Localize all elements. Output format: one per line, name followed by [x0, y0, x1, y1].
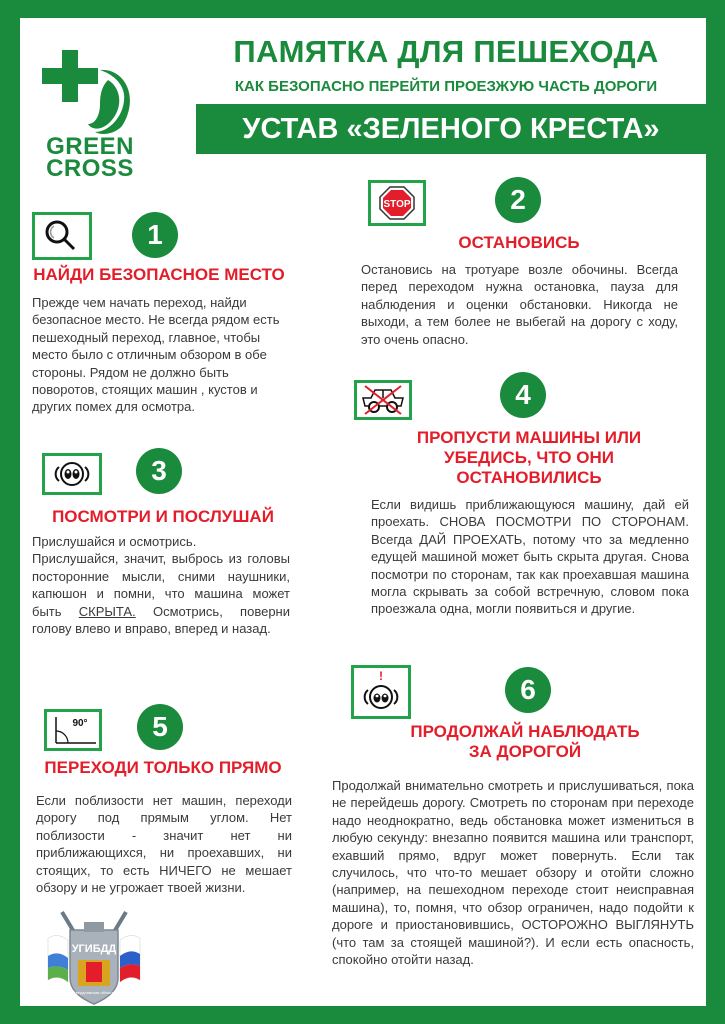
section-3-text-part2: Осмотрись, поверни голову влево и вправо, вперед и назад. — [32, 603, 290, 637]
page-subtitle: КАК БЕЗОПАСНО ПЕРЕЙТИ ПРОЕЗЖУЮ ЧАСТЬ ДОРОГИ — [234, 78, 658, 95]
section-6-heading-line1: ПРОДОЛЖАЙ НАБЛЮДАТЬ — [410, 722, 640, 741]
section-2-icon-box — [368, 180, 426, 226]
step-number-3: 3 — [136, 448, 182, 494]
right-angle-icon — [48, 713, 98, 747]
stop-sign-icon — [378, 185, 416, 221]
section-5-icon-box — [44, 709, 102, 751]
section-4-text: Если видишь приближающуюся машину, дай ей проехать. СНОВА ПОСМОТРИ ПО СТОРОНАМ. Всегда ДАЙ ПРОЕХАТЬ, потому что за медленно едущей машиной может быть скрыта другая. Снова посмотри по сторонам, так как проехавшая машина могла скрывать за собой встречную, словом пока проезжала одна, могли появиться и другие. — [371, 497, 689, 617]
section-4-heading-line2: УБЕДИСЬ, ЧТО ОНИ — [444, 448, 614, 467]
section-1-text: Прежде чем начать переход, найди безопасное место. Не всегда рядом есть пешеходный переход, главное, чтобы место было с отличным обзором в обе стороны. Рядом не должно быть поворотов, стоящих машин , кустов и других помех для осмотра. — [32, 295, 280, 415]
section-6-heading-line2: ЗА ДОРОГОЙ — [468, 742, 582, 761]
alert-face-icon — [357, 669, 405, 715]
section-3-icon-box — [42, 453, 102, 495]
section-1-heading: НАЙДИ БЕЗОПАСНОЕ МЕСТО — [33, 265, 285, 284]
section-4-heading-line3: ОСТАНОВИЛИСЬ — [456, 468, 602, 487]
section-6-text: Продолжай внимательно смотреть и прислушиваться, пока не перейдешь дорогу. Смотреть по сторонам при переходе надо неоднократно, ведь обстановка может измениться в любую секунду: внезапно появится машина или транспорт, ехавший прямо, вдруг может повернуть. Если так случилось, что что-то мешает обзору и отойти сложно (например, на пешеходном переходе стоит неисправная машина), то, помня, что обзор ограничен, надо подойти к дороге и приостановившись, ОСТОРОЖНО ВЫГЛЯНУТЬ (что там за стоящей машиной?). И если есть опасность, спокойно отойти назад. — [332, 778, 694, 968]
section-5-heading: ПЕРЕХОДИ ТОЛЬКО ПРЯМО — [44, 758, 282, 777]
section-3-heading: ПОСМОТРИ И ПОСЛУШАЙ — [52, 507, 274, 526]
section-4-icon-box — [354, 380, 412, 420]
logo-text-line2: CROSS — [46, 155, 134, 182]
crossed-car-icon — [359, 384, 407, 416]
section-1-icon-box — [32, 212, 92, 260]
section-4-heading-line1: ПРОПУСТИ МАШИНЫ ИЛИ — [416, 428, 642, 447]
step-number-5: 5 — [137, 704, 183, 750]
section-2-heading: ОСТАНОВИСЬ — [458, 233, 580, 252]
section-3-text-underlined: СКРЫТА. — [78, 603, 136, 619]
section-6-icon-box — [351, 665, 411, 719]
section-3-text — [32, 533, 290, 637]
green-cross-logo-icon — [40, 48, 140, 138]
section-2-text: Остановись на тротуаре возле обочины. Всегда перед переходом нужна остановка, пауза для наблюдения и оценки обстановки. Никогда не выходи, а тем более не выбегай на дорогу с ходу, это очень опасно. — [361, 262, 678, 347]
section-5-text: Если поблизости нет машин, переходи дорогу под прямым углом. Нет поблизости - значит нет ни приближающихся, ни проехавших, ни стоящих, то есть НИЧЕГО не мешает обзору и не угрожает твоей жизни. — [36, 793, 292, 896]
emblem-title: УГИБДД — [71, 943, 117, 955]
step-number-2: 2 — [495, 177, 541, 223]
section-3-text-part1: Прислушайся, значит, выбрось из головы посторонние мысли, сними наушники, капюшон и помни, что машина может быть — [32, 551, 290, 619]
step-number-1: 1 — [132, 212, 178, 258]
logo-text — [40, 133, 140, 182]
page-title: ПАМЯТКА ДЛЯ ПЕШЕХОДА — [233, 34, 659, 69]
step-number-6: 6 — [505, 667, 551, 713]
step-number-4: 4 — [500, 372, 546, 418]
ugibdd-emblem — [44, 908, 144, 1008]
section-3-text-line1: Прислушайся и осмотрись. — [32, 534, 197, 549]
emblem-subtitle: Свердловская область — [72, 990, 116, 995]
stop-sign-text: STOP — [383, 199, 411, 210]
section-4-heading — [370, 428, 688, 488]
logo-text-line1: GREEN — [46, 133, 134, 160]
ugibdd-emblem-icon — [44, 908, 144, 1008]
look-listen-face-icon — [49, 458, 95, 490]
right-border-strip — [706, 0, 725, 1024]
section-6-heading — [360, 722, 690, 762]
alert-mark: ! — [379, 669, 383, 683]
title-banner: УСТАВ «ЗЕЛЕНОГО КРЕСТА» — [196, 104, 706, 154]
magnifier-icon — [42, 218, 82, 254]
green-cross-logo — [40, 48, 140, 183]
right-angle-label: 90° — [72, 718, 88, 729]
